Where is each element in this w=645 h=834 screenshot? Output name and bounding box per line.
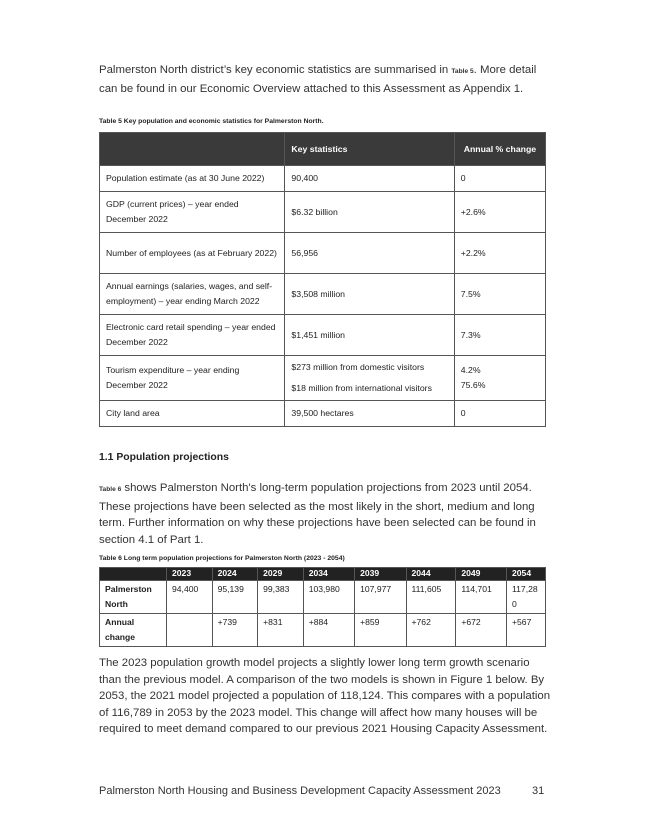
table-row xyxy=(100,401,546,427)
table-cell: +672 xyxy=(456,614,507,647)
row-label: GDP (current prices) – year ended December 2022 xyxy=(100,192,285,233)
table-cell: +567 xyxy=(507,614,546,647)
section-text: shows Palmerston North's long-term population projections from 2023 until 2054. These projections have been selected as the most likely in the short, medium and long term. Further information on why these projections have been selected can be found in section 4.1 of Part 1. xyxy=(99,482,536,546)
header-cell: 2029 xyxy=(258,568,304,581)
header-cell xyxy=(100,568,167,581)
row-value: 90,400 xyxy=(285,166,454,192)
table-row xyxy=(100,315,546,356)
row-label: Annual earnings (salaries, wages, and self-employment) – year ending March 2022 xyxy=(100,274,285,315)
population-projections-table xyxy=(99,567,546,647)
key-statistics-table xyxy=(99,132,546,427)
row-label: Population estimate (as at 30 June 2022) xyxy=(100,166,285,192)
header-cell: 2024 xyxy=(212,568,258,581)
row-label: Number of employees (as at February 2022) xyxy=(100,233,285,274)
header-cell: 2034 xyxy=(303,568,354,581)
header-cell: Key statistics xyxy=(285,133,454,166)
table6-caption: Table 6 Long term population projections for Palmerston North (2023 - 2054) xyxy=(99,555,345,562)
row-value: $1,451 million xyxy=(285,315,454,356)
table-row xyxy=(100,274,546,315)
row-change xyxy=(454,356,545,401)
table-row xyxy=(100,614,546,647)
table-cell: +762 xyxy=(406,614,456,647)
table-cell: 111,605 xyxy=(406,581,456,614)
page-footer: Palmerston North Housing and Business Development Capacity Assessment 2023 xyxy=(99,785,501,797)
header-cell: 2054 xyxy=(507,568,546,581)
header-cell: 2044 xyxy=(406,568,456,581)
row-value: $3,508 million xyxy=(285,274,454,315)
domestic-change: 4.2% xyxy=(460,365,481,375)
table-row xyxy=(100,166,546,192)
table-cell: 117,280 xyxy=(507,581,546,614)
table-cell: 95,139 xyxy=(212,581,258,614)
table-header-row xyxy=(100,133,546,166)
header-cell: 2023 xyxy=(167,568,213,581)
row-label: Tourism expenditure – year ending December 2022 xyxy=(100,356,285,401)
section-paragraph xyxy=(99,480,551,548)
table-reference: Table 6 xyxy=(99,486,122,493)
row-change: 0 xyxy=(454,401,545,427)
header-cell: Annual % change xyxy=(454,133,545,166)
header-cell xyxy=(100,133,285,166)
row-value: 56,956 xyxy=(285,233,454,274)
row-change: 7.3% xyxy=(454,315,545,356)
row-label: Electronic card retail spending – year ended December 2022 xyxy=(100,315,285,356)
intro-text: Palmerston North district’s key economic statistics are summarised in xyxy=(99,64,452,76)
row-label: Annual change xyxy=(100,614,167,647)
row-value: $6.32 billion xyxy=(285,192,454,233)
table-cell: 114,701 xyxy=(456,581,507,614)
section-heading: 1.1 Population projections xyxy=(99,452,229,463)
table-cell xyxy=(167,614,213,647)
row-change: 7.5% xyxy=(454,274,545,315)
header-cell: 2039 xyxy=(355,568,406,581)
table-cell: +859 xyxy=(355,614,406,647)
international-change: 75.6% xyxy=(460,380,486,390)
table-cell: 103,980 xyxy=(303,581,354,614)
domestic-visitors-value: $273 million from domestic visitors xyxy=(291,362,425,372)
row-value: 39,500 hectares xyxy=(285,401,454,427)
page-number: 31 xyxy=(532,785,545,797)
row-change: 0 xyxy=(454,166,545,192)
row-value xyxy=(285,356,454,401)
table-header-row xyxy=(100,568,546,581)
closing-paragraph: The 2023 population growth model projects a slightly lower long term growth scenario than the previous model. A comparison of the two models is shown in Figure 1 below. By 2053, the 2021 model projected a population of 118,124. This compares with a population of 116,789 in 2053 by the 2023 model. This change will affect how many houses will be required to meet demand compared to our previous 2021 Housing Capacity Assessment. xyxy=(99,657,551,735)
table-cell: 99,383 xyxy=(258,581,304,614)
table5-caption: Table 5 Key population and economic statistics for Palmerston North. xyxy=(99,118,324,125)
header-cell: 2049 xyxy=(456,568,507,581)
row-change: +2.6% xyxy=(454,192,545,233)
table-cell: +831 xyxy=(258,614,304,647)
table-row xyxy=(100,581,546,614)
table-row xyxy=(100,192,546,233)
intro-text-continued: . More detail can be found in our Economic Overview attached to this Assessment as Appendix 1. xyxy=(99,64,537,95)
intro-paragraph xyxy=(99,62,551,97)
row-label: City land area xyxy=(100,401,285,427)
table-cell: 107,977 xyxy=(355,581,406,614)
table-cell: 94,400 xyxy=(167,581,213,614)
table-row xyxy=(100,356,546,401)
table-cell: +884 xyxy=(303,614,354,647)
table-row xyxy=(100,233,546,274)
row-change: +2.2% xyxy=(454,233,545,274)
table-cell: +739 xyxy=(212,614,258,647)
row-label: Palmerston North xyxy=(100,581,167,614)
table-reference: Table 5 xyxy=(451,68,474,75)
international-visitors-value: $18 million from international visitors xyxy=(291,383,432,393)
